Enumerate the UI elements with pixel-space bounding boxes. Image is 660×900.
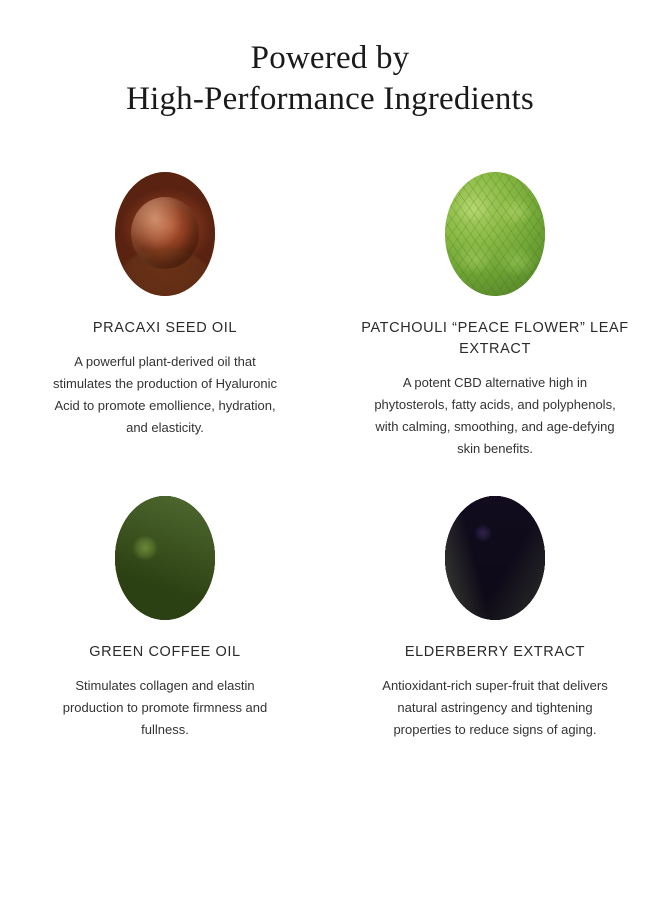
ingredient-card-pracaxi-seed-oil [0, 172, 330, 460]
ingredient-title: ELDERBERRY EXTRACT [404, 644, 586, 660]
pracaxi-seed-photo [115, 172, 215, 296]
page-title [0, 0, 660, 120]
ingredient-image-wrap [358, 172, 632, 296]
ingredient-image-wrap [28, 172, 302, 296]
elderberry-photo-art [445, 496, 545, 620]
ingredient-description: Stimulates collagen and elastin production to promote firmness and fullness. [62, 678, 268, 737]
pracaxi-seed-photo-art [115, 172, 215, 296]
ingredient-card-patchouli-leaf-extract [330, 172, 660, 460]
patchouli-leaf-photo-art [445, 172, 545, 296]
ingredient-description: Antioxidant-rich super-fruit that delivers natural astringency and tightening properties to reduce signs of aging. [382, 678, 608, 737]
ingredient-card-elderberry-extract [330, 492, 660, 741]
patchouli-leaf-photo [445, 172, 545, 296]
ingredient-card-green-coffee-oil [0, 492, 330, 741]
ingredient-image-wrap [28, 492, 302, 620]
ingredient-title: PATCHOULI “PEACE FLOWER” LEAF EXTRACT [361, 320, 629, 357]
page-title-line-1: Powered by [250, 40, 410, 76]
ingredients-grid [0, 172, 660, 741]
green-coffee-berries-photo-art [115, 496, 215, 620]
ingredient-title: GREEN COFFEE OIL [89, 644, 241, 660]
page-title-line-2: High-Performance Ingredients [126, 81, 534, 117]
ingredient-image-wrap [358, 492, 632, 620]
ingredient-description: A powerful plant-derived oil that stimulates the production of Hyaluronic Acid to promote emollience, hydration, and elasticity. [52, 354, 277, 435]
ingredient-description: A potent CBD alternative high in phytosterols, fatty acids, and polyphenols, with calming, smoothing, and age-defying skin benefits. [374, 375, 616, 456]
ingredient-title: PRACAXI SEED OIL [92, 320, 238, 336]
green-coffee-berries-photo [115, 496, 215, 620]
elderberry-photo [445, 496, 545, 620]
